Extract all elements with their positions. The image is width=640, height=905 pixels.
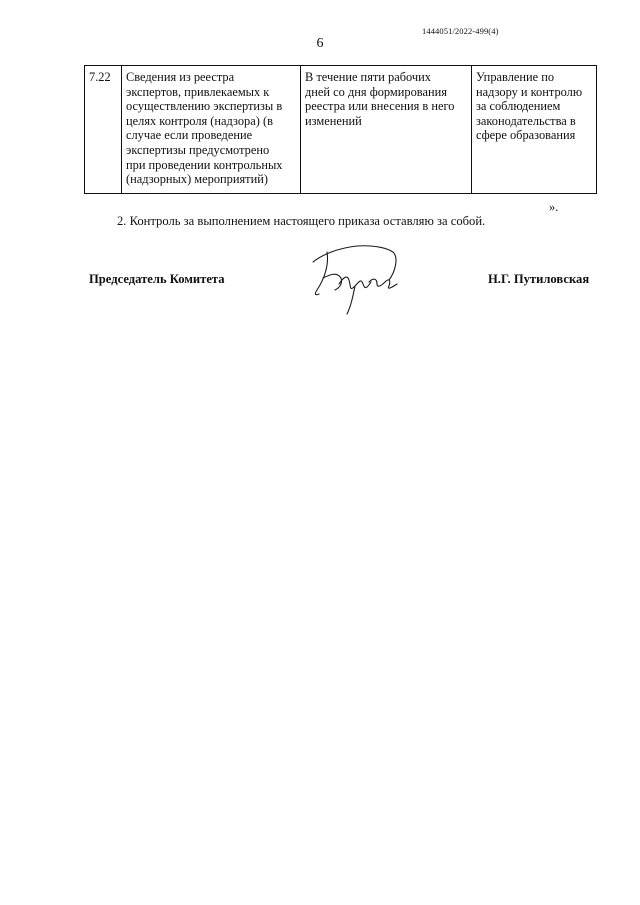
responsible-cell xyxy=(472,66,597,194)
signature-stroke xyxy=(313,246,396,280)
responsible-line: сфере образования xyxy=(476,128,576,143)
information-line: целях контроля (надзора) (в xyxy=(126,113,273,128)
responsible-line: надзору и контролю xyxy=(476,84,583,99)
term-line: реестра или внесения в него xyxy=(305,99,455,114)
term-line: изменений xyxy=(305,113,362,128)
handwritten-signature xyxy=(305,238,410,318)
responsible-line: за соблюдением xyxy=(476,99,561,114)
term-line: дней со дня формирования xyxy=(305,84,447,99)
term-line: В течение пяти рабочих xyxy=(305,70,431,84)
information-line: экспертов, привлекаемых к xyxy=(126,84,270,99)
paragraph-item-2: 2. Контроль за выполнением настоящего приказа оставляю за собой. xyxy=(117,214,486,228)
responsible-line: Управление по xyxy=(476,70,555,84)
signatory-name: Н.Г. Путиловская xyxy=(488,272,590,286)
responsible-line: законодательства в xyxy=(476,113,576,128)
page-number: 6 xyxy=(316,36,324,51)
term-cell xyxy=(301,66,472,194)
information-line: осуществлению экспертизы в xyxy=(126,99,283,114)
information-line: случае если проведение xyxy=(126,128,253,143)
signature-stroke xyxy=(369,279,397,288)
signatory-position: Председатель Комитета xyxy=(89,272,225,286)
signature-stroke xyxy=(323,274,342,290)
closing-quote: ». xyxy=(549,200,559,214)
document-id: 1444051/2022-499(4) xyxy=(422,26,499,36)
row-number-cell xyxy=(85,66,122,194)
information-line: Сведения из реестра xyxy=(126,70,235,84)
information-line: экспертизы предусмотрено xyxy=(126,142,270,157)
information-line: при проведении контрольных xyxy=(126,157,283,172)
information-line: (надзорных) мероприятий) xyxy=(126,172,268,187)
table-row xyxy=(85,66,597,194)
register-table xyxy=(84,65,597,194)
row-number: 7.22 xyxy=(89,70,111,84)
information-cell xyxy=(122,66,301,194)
signature-stroke xyxy=(347,286,355,314)
